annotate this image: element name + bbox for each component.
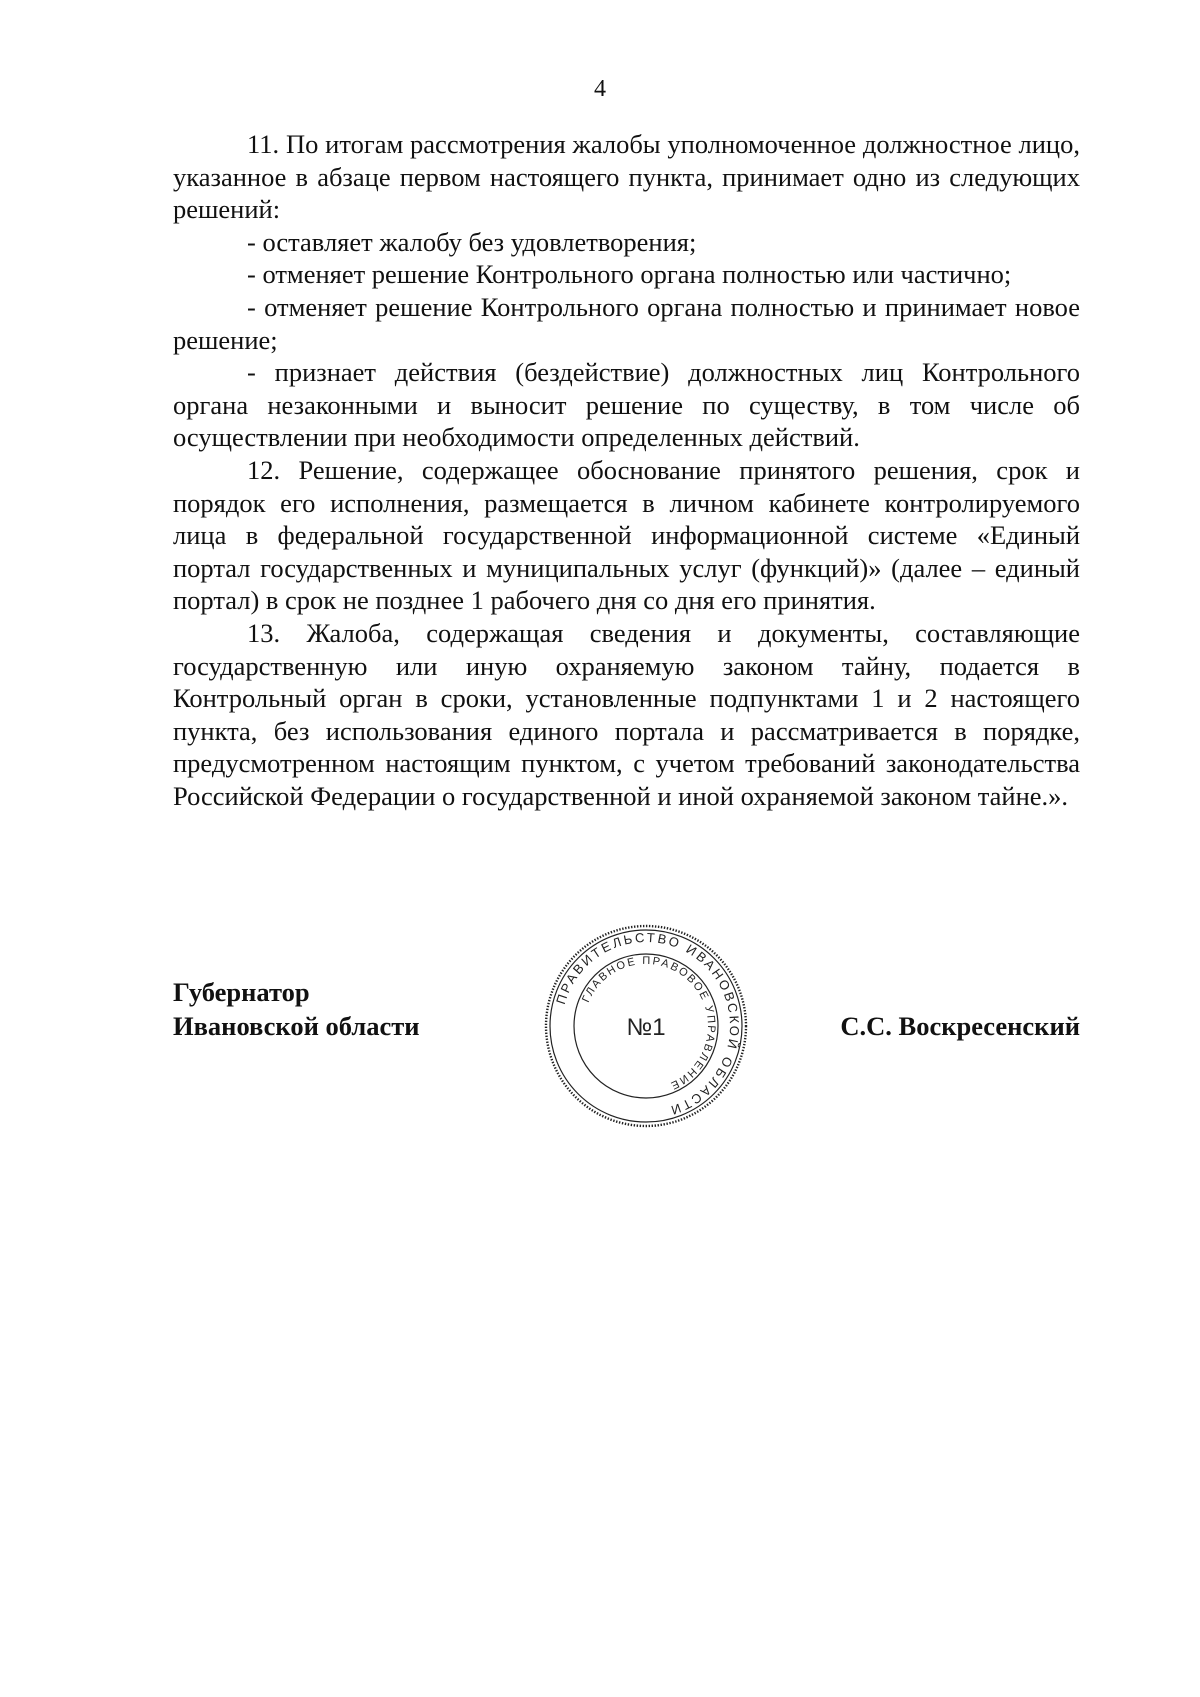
list-item-cancel-partially: - отменяет решение Контрольного органа полностью или частично; — [247, 259, 1012, 290]
seal-graphic — [541, 921, 751, 1131]
list-item-leave-complaint: - оставляет жалобу без удовлетворения; — [247, 226, 697, 257]
seal-outer-text: ПРАВИТЕЛЬСТВО ИВАНОВСКОЙ ОБЛАСТИ — [553, 929, 743, 1119]
page-number: 4 — [594, 76, 606, 102]
signature-title-line2: Ивановской области — [173, 1011, 420, 1041]
paragraph-11: 11. По итогам рассмотрения жалобы уполномоченное должностное лицо, указанное в абзаце первом настоящего пункта, принимает одно из следующих решений: — [173, 129, 1080, 225]
official-seal — [541, 921, 751, 1131]
seal-inner-text: ГЛАВНОЕ ПРАВОВОЕ УПРАВЛЕНИЕ — [580, 954, 718, 1093]
seal-center-number: №1 — [626, 1014, 666, 1041]
signature-title-line1: Губернатор — [173, 977, 310, 1007]
list-item-cancel-new-decision: - отменяет решение Контрольного органа полностью и принимает новое решение; — [173, 291, 1080, 355]
paragraph-13: 13. Жалоба, содержащая сведения и документы, составляющие государственную или иную охраняемую законом тайну, подается в Контрольный орган в сроки, установленные подпунктами 1 и 2 настоящего пункта, без использования единого портала и рассматривается в порядке, предусмотренном настоящим пунктом, с учетом требований законодательства Российской Федерации о государственной и иной охраняемой законом тайне.». — [173, 617, 1080, 811]
signature-title — [173, 975, 420, 1043]
paragraph-12: 12. Решение, содержащее обоснование принятого решения, срок и порядок его исполнения, размещается в личном кабинете контролируемого лица в федеральной государственной информационной системе «Единый портал государственных и муниципальных услуг (функций)» (далее – единый портал) в срок не позднее 1 рабочего дня со дня его принятия. — [173, 454, 1080, 616]
list-item-recognize-unlawful: - признает действия (бездействие) должностных лиц Контрольного органа незаконными и выносит решение по существу, в том числе об осуществлении при необходимости определенных действий. — [173, 357, 1080, 453]
document-body — [173, 128, 1080, 812]
signatory-name: С.С. Воскресенский — [840, 1011, 1080, 1041]
